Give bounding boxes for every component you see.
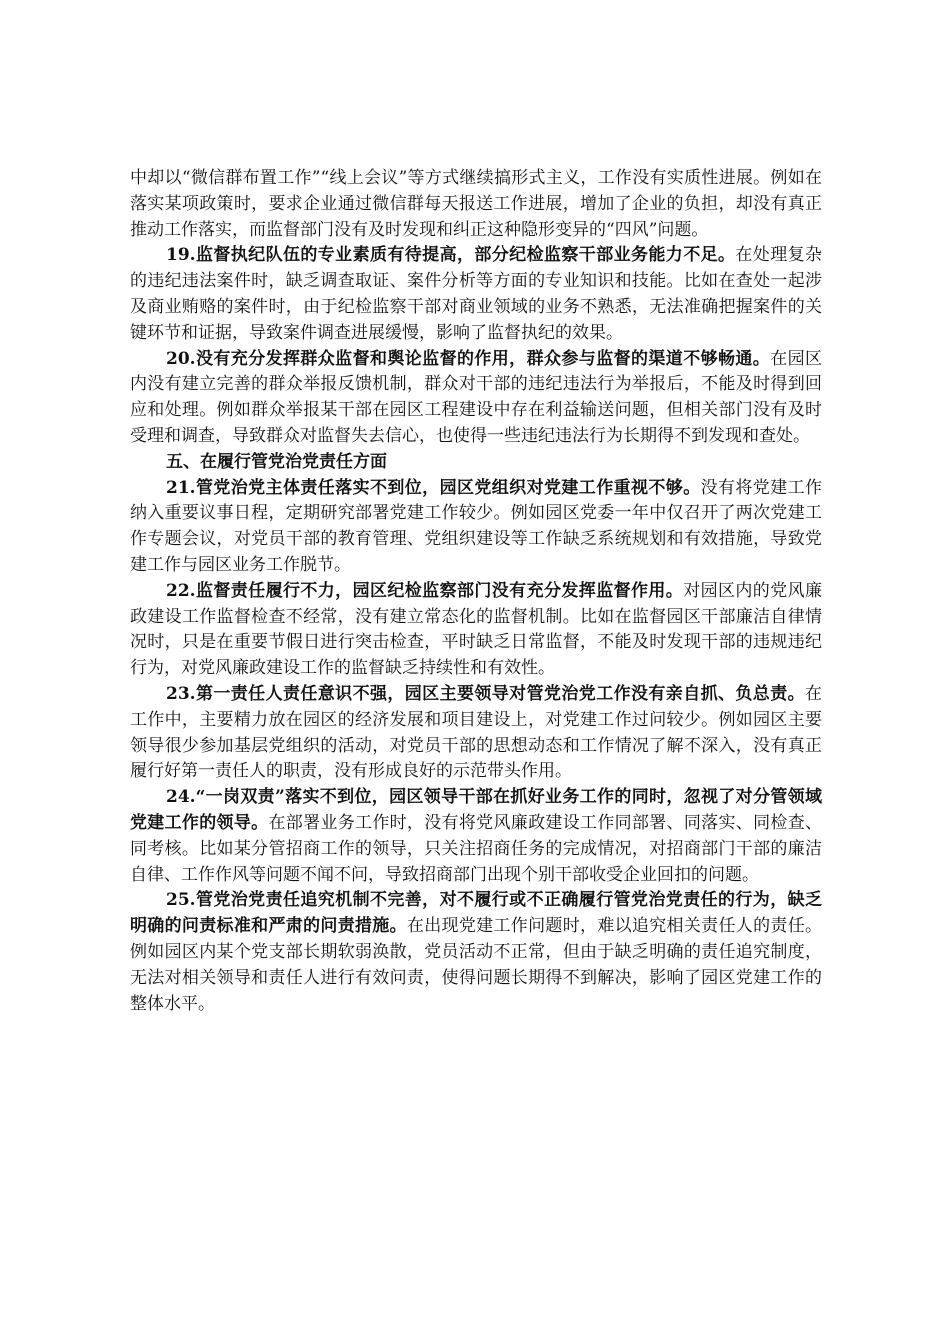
paragraph-item-22	[130, 579, 822, 682]
paragraph-item-24	[130, 785, 822, 888]
paragraph-lead: 25.管党治党责任追究机制不完善，对不履行或不正确履行管党治党责任的行为，缺乏明确的问责标准和严肃的问责措施。	[130, 890, 822, 937]
paragraph-body: 在部署业务工作时，没有将党风廉政建设工作同部署、同落实、同检查、同考核。比如某分管招商工作的领导，只关注招商任务的完成情况，对招商部门干部的廉洁自律、工作作风等问题不闻不问，导致招商部门出现个别干部收受企业回扣的问题。	[130, 812, 823, 885]
paragraph-lead: 23.第一责任人责任意识不强，园区主要领导对管党治党工作没有亲自抓、负总责。	[166, 683, 805, 704]
paragraph-body: 对园区内的党风廉政建设工作监督检查不经常，没有建立常态化的监督机制。比如在监督园区干部廉洁自律情况时，只是在重要节假日进行突击检查，平时缺乏日常监督，不能及时发现干部的违规违纪行为，对党风廉政建设工作的监督缺乏持续性和有效性。	[130, 580, 823, 679]
paragraph-body: 在出现党建工作问题时，难以追究相关责任人的责任。例如园区内某个党支部长期软弱涣散，党员活动不正常，但由于缺乏明确的责任追究制度，无法对相关领导和责任人进行有效问责，使得问题长期得不到解决，影响了园区党建工作的整体水平。	[130, 916, 823, 1014]
paragraph-body: 在园区内没有建立完善的群众举报反馈机制，群众对干部的违纪违法行为举报后，不能及时得到回应和处理。例如群众举报某干部在园区工程建设中存在利益输送问题，但相关部门没有及时受理和调查，导致群众对监督失去信心，也使得一些违纪违法行为长期得不到发现和查处。	[130, 348, 823, 446]
paragraph-lead: 19.监督执纪队伍的专业素质有待提高，部分纪检监察干部业务能力不足。	[166, 245, 736, 266]
paragraph-lead: 22.监督责任履行不力，园区纪检监察部门没有充分发挥监督作用。	[166, 580, 684, 601]
paragraph-item-25	[130, 888, 822, 1017]
paragraph-continuation	[130, 166, 822, 243]
paragraph-lead: 24.“一岗双责”落实不到位，园区领导干部在抓好业务工作的同时，忽视了对分管领域党建工作的领导。	[130, 787, 822, 833]
paragraph-item-23	[130, 682, 822, 785]
paragraph-item-20	[130, 347, 822, 450]
paragraph-lead: 21.管党治党主体责任落实不到位，园区党组织对党建工作重视不够。	[166, 477, 701, 498]
paragraph-lead: 20.没有充分发挥群众监督和舆论监督的作用，群众参与监督的渠道不够畅通。	[166, 348, 771, 369]
paragraph-item-21	[130, 476, 822, 579]
paragraph-item-19	[130, 243, 822, 346]
paragraph-body: 中却以“微信群布置工作”“线上会议”等方式继续搞形式主义，工作没有实质性进展。例如在落实某项政策时，要求企业通过微信群每天报送工作进展，增加了企业的负担，却没有真正推动工作落实，而监督部门没有及时发现和纠正这种隐形变异的“四风”问题。	[130, 168, 822, 240]
paragraph-body: 在工作中，主要精力放在园区的经济发展和项目建设上，对党建工作过问较少。例如园区主要领导很少参加基层党组织的活动，对党员干部的思想动态和工作情况了解不深入，没有真正履行好第一责任人的职责，没有形成良好的示范带头作用。	[130, 683, 822, 782]
section-heading: 五、在履行管党治党责任方面	[166, 451, 387, 472]
paragraph-body: 没有将党建工作纳入重要议事日程，定期研究部署党建工作较少。例如园区党委一年中仅召开了两次党建工作专题会议，对党员干部的教育管理、党组织建设等工作缺乏系统规划和有效措施，导致党建工作与园区业务工作脱节。	[130, 477, 822, 575]
paragraph-body: 在处理复杂的违纪违法案件时，缺乏调查取证、案件分析等方面的专业知识和技能。比如在查处一起涉及商业贿赂的案件时，由于纪检监察干部对商业领域的业务不熟悉，无法准确把握案件的关键环节和证据，导致案件调查进展缓慢，影响了监督执纪的效果。	[130, 245, 823, 343]
document-page	[130, 166, 822, 1017]
